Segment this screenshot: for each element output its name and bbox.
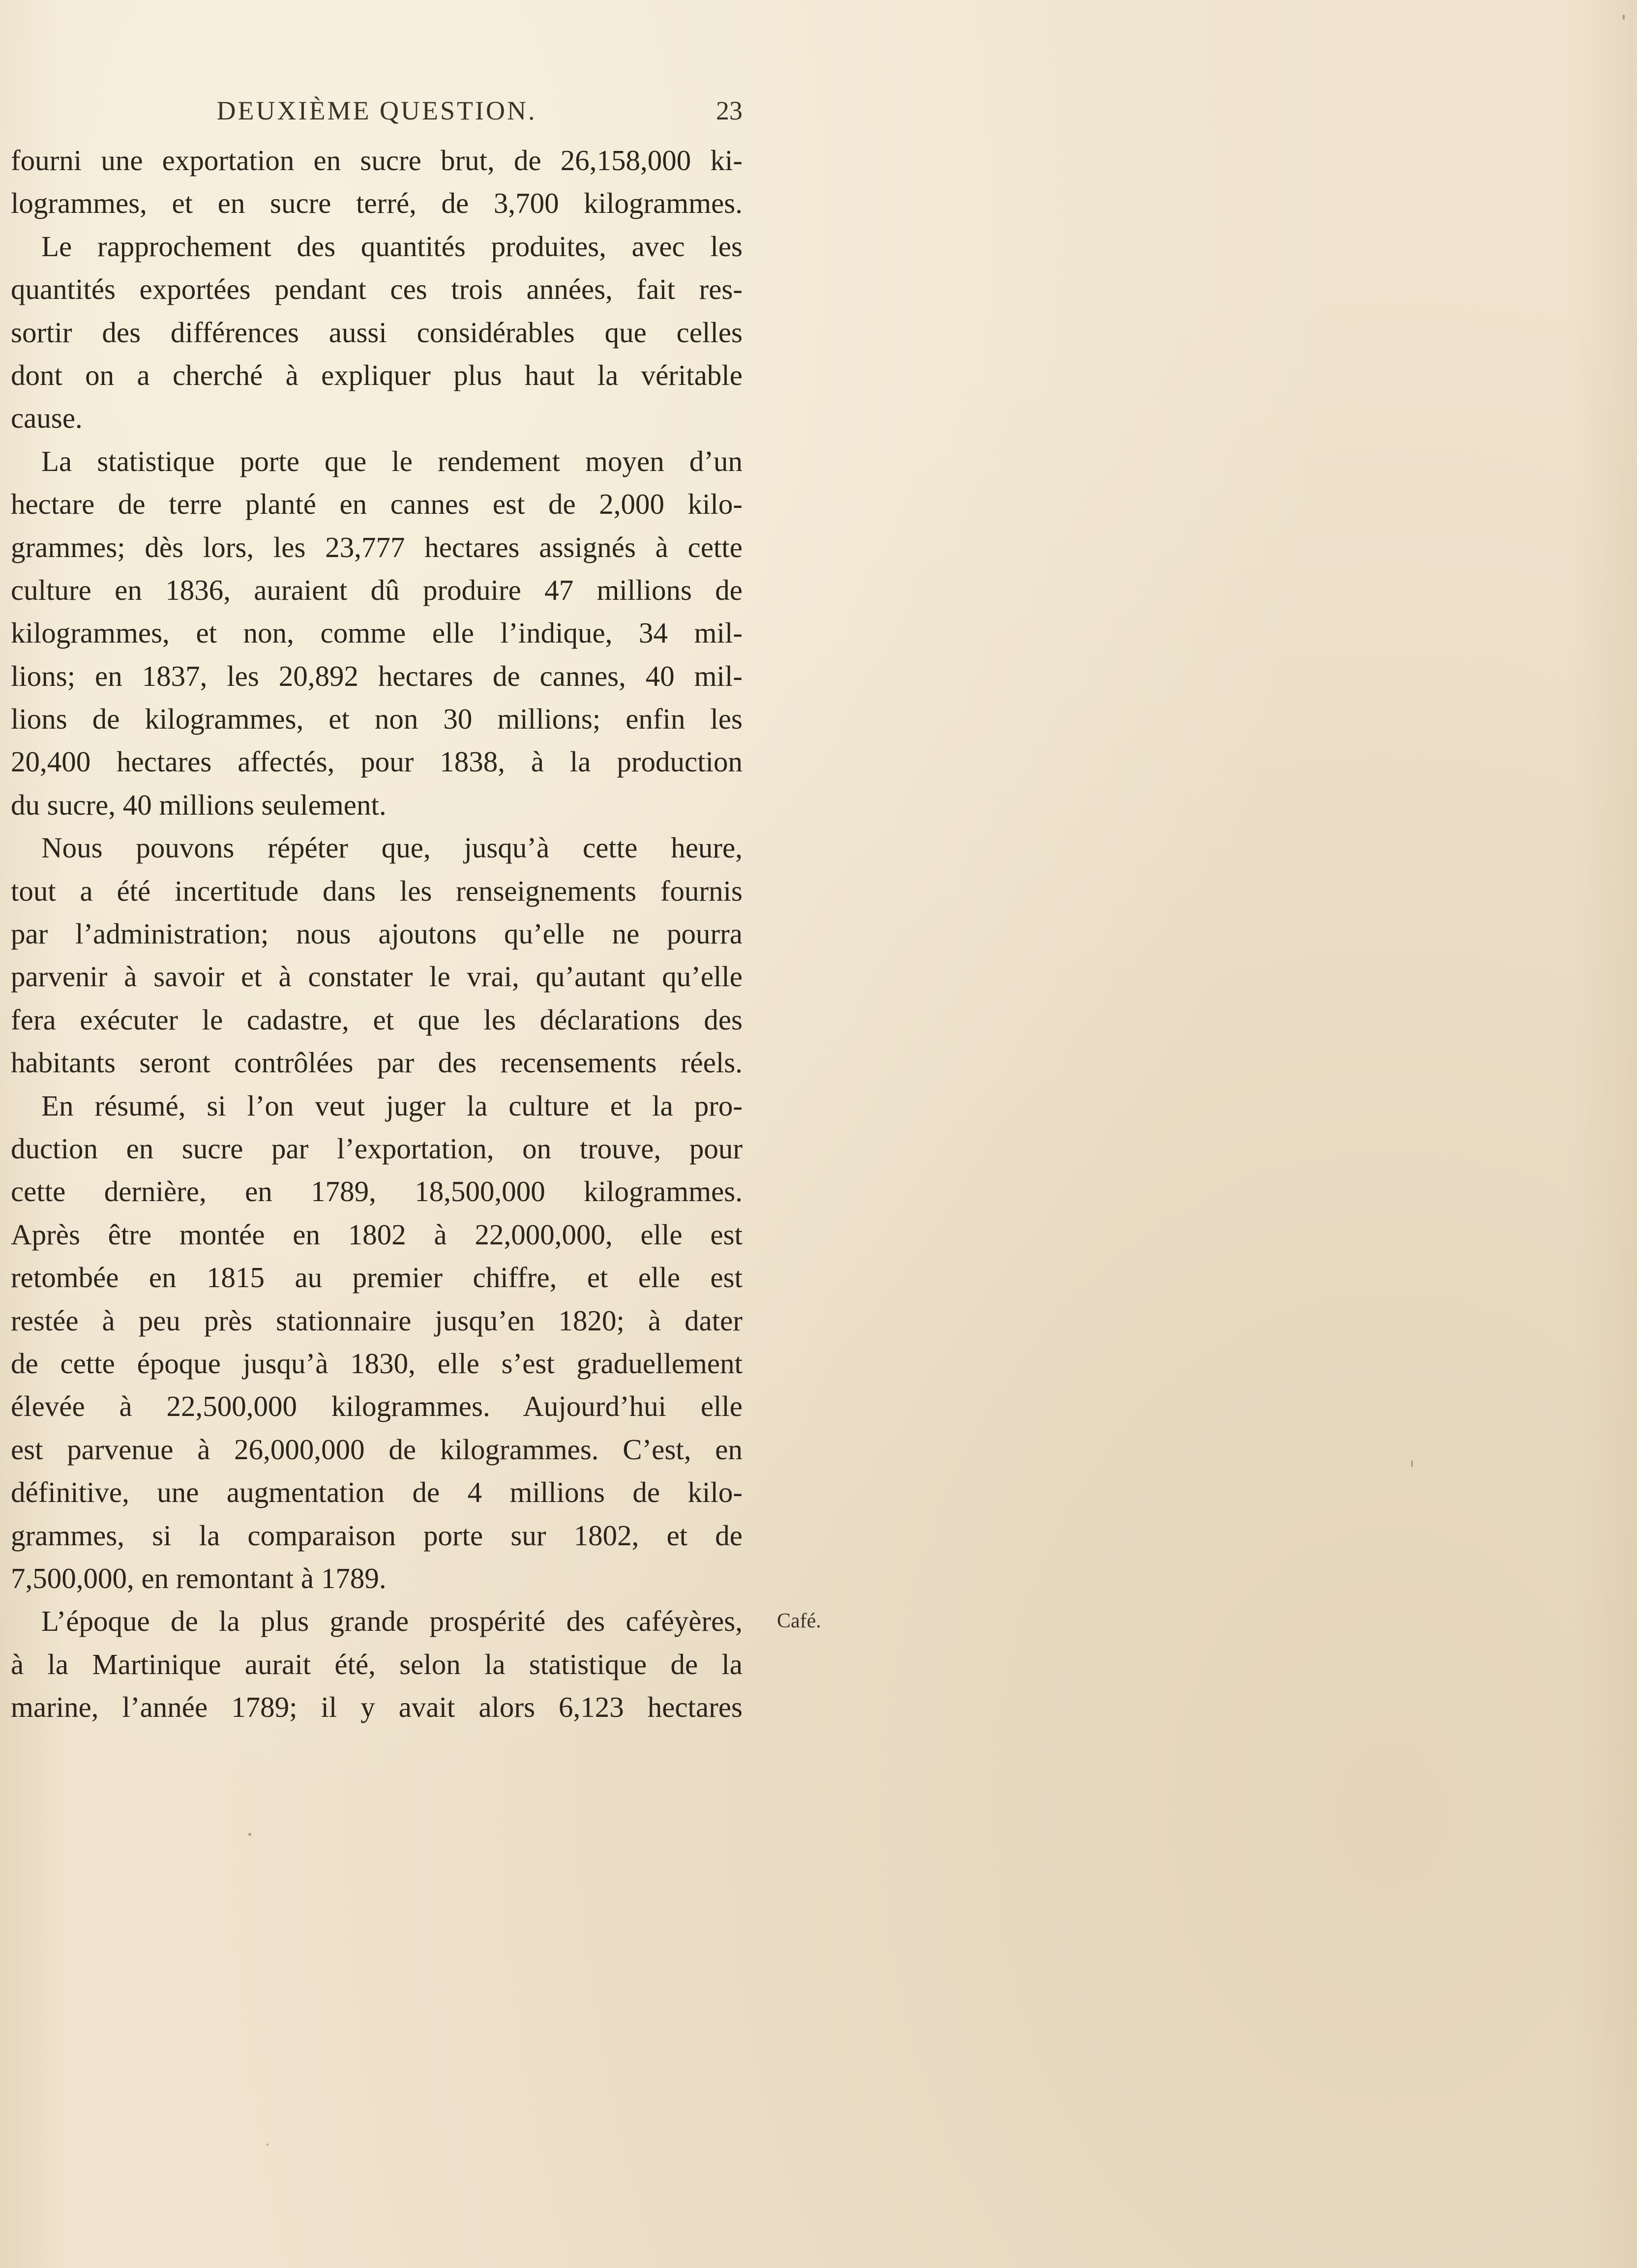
text-line: fourni une exportation en sucre brut, de 26,158,000 ki- (11, 144, 743, 177)
text-line: lions; en 1837, les 20,892 hectares de cannes, 40 mil- (11, 659, 743, 692)
running-head (11, 88, 743, 133)
text-line: culture en 1836, auraient dû produire 47 millions de (11, 573, 743, 606)
paper-speck (1623, 15, 1625, 20)
text-line: Nous pouvons répéter que, jusqu’à cette heure, (41, 831, 743, 864)
text-line: cause. (11, 402, 83, 435)
text-line: logrammes, et en sucre terré, de 3,700 kilogrammes. (11, 187, 743, 220)
text-line: En résumé, si l’on veut juger la culture et la pro- (41, 1089, 743, 1122)
text-line: quantités exportées pendant ces trois années, fait res- (11, 273, 743, 306)
text-line: habitants seront contrôlées par des recensements réels. (11, 1046, 743, 1079)
text-line: L’époque de la plus grande prospérité des caféyères, (41, 1605, 743, 1638)
text-line: du sucre, 40 millions seulement. (11, 788, 387, 821)
margin-note: Café. (777, 1610, 821, 1632)
text-line: de cette époque jusqu’à 1830, elle s’est graduellement (11, 1347, 743, 1380)
text-line: grammes; dès lors, les 23,777 hectares assignés à cette (11, 530, 743, 563)
text-line: 20,400 hectares affectés, pour 1838, à la production (11, 745, 743, 778)
paper-speck (267, 2144, 268, 2146)
text-line: sortir des différences aussi considérables que celles (11, 316, 743, 349)
text-line: marine, l’année 1789; il y avait alors 6,123 hectares (11, 1691, 743, 1724)
text-line: est parvenue à 26,000,000 de kilogrammes. C’est, en (11, 1433, 743, 1466)
text-line: kilogrammes, et non, comme elle l’indique, 34 mil- (11, 617, 743, 649)
text-line: parvenir à savoir et à constater le vrai, qu’autant qu’elle (11, 960, 743, 993)
page-number: 23 (716, 96, 743, 125)
text-line: cette dernière, en 1789, 18,500,000 kilogrammes. (11, 1175, 743, 1208)
paper-speck (1411, 1460, 1413, 1467)
text-line: par l’administration; nous ajoutons qu’elle ne pourra (11, 917, 743, 950)
running-title: DEUXIÈME QUESTION. (216, 96, 537, 125)
text-line: hectare de terre planté en cannes est de 2,000 kilo- (11, 488, 743, 521)
text-line: restée à peu près stationnaire jusqu’en 1820; à dater (11, 1304, 743, 1337)
text-line: élevée à 22,500,000 kilogrammes. Aujourd’hui elle (11, 1390, 743, 1423)
text-line: retombée en 1815 au premier chiffre, et elle est (11, 1261, 743, 1294)
text-line: fera exécuter le cadastre, et que les déclarations des (11, 1003, 743, 1036)
text-line: Le rapprochement des quantités produites, avec les (41, 230, 743, 263)
text-line: tout a été incertitude dans les renseignements fournis (11, 874, 743, 907)
text-line: dont on a cherché à expliquer plus haut la véritable (11, 358, 743, 391)
text-line: La statistique porte que le rendement moyen d’un (41, 444, 743, 477)
text-line: lions de kilogrammes, et non 30 millions; enfin les (11, 703, 743, 736)
body-text (11, 139, 743, 1729)
text-line: grammes, si la comparaison porte sur 1802, et de (11, 1519, 743, 1552)
paper-speck (248, 1833, 251, 1836)
text-line: à la Martinique aurait été, selon la statistique de la (11, 1648, 743, 1680)
text-line: duction en sucre par l’exportation, on trouve, pour (11, 1132, 743, 1165)
text-line: Après être montée en 1802 à 22,000,000, elle est (11, 1218, 743, 1251)
text-line: 7,500,000, en remontant à 1789. (11, 1561, 387, 1594)
text-line: définitive, une augmentation de 4 millions de kilo- (11, 1476, 743, 1509)
